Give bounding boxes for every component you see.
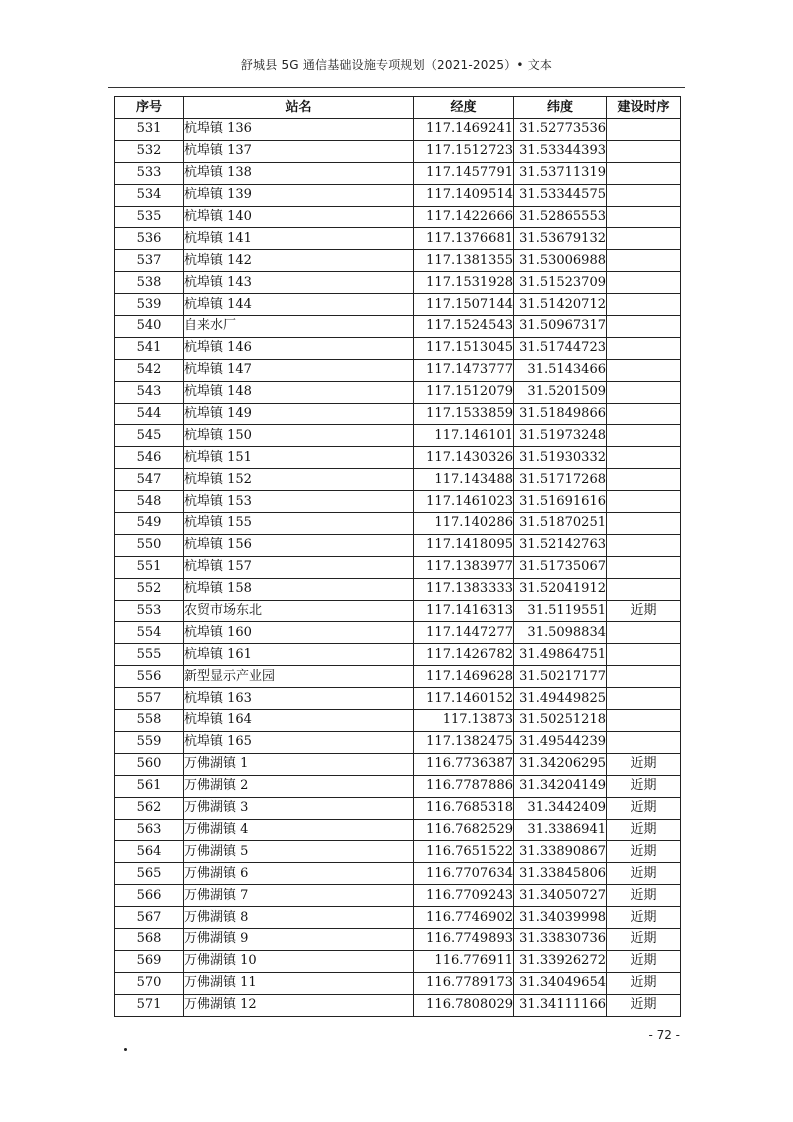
column-header-name: 站名 xyxy=(184,97,414,119)
cell-station-name: 万佛湖镇 12 xyxy=(184,994,414,1016)
cell-longitude: 117.1422666 xyxy=(414,206,514,228)
table-row xyxy=(115,688,681,710)
cell-no: 563 xyxy=(115,819,184,841)
table-row xyxy=(115,928,681,950)
cell-no: 547 xyxy=(115,469,184,491)
cell-station-name: 万佛湖镇 11 xyxy=(184,972,414,994)
cell-phase xyxy=(607,578,681,600)
cell-phase xyxy=(607,119,681,141)
cell-no: 562 xyxy=(115,797,184,819)
cell-station-name: 杭埠镇 163 xyxy=(184,688,414,710)
cell-longitude: 117.1507144 xyxy=(414,294,514,316)
cell-phase: 近期 xyxy=(607,885,681,907)
table-header-row xyxy=(115,97,681,119)
cell-phase xyxy=(607,710,681,732)
cell-phase xyxy=(607,359,681,381)
cell-longitude: 116.7789173 xyxy=(414,972,514,994)
cell-longitude: 117.1418095 xyxy=(414,534,514,556)
cell-latitude: 31.34039998 xyxy=(514,907,607,929)
cell-latitude: 31.51420712 xyxy=(514,294,607,316)
cell-station-name: 万佛湖镇 9 xyxy=(184,928,414,950)
cell-longitude: 116.7651522 xyxy=(414,841,514,863)
cell-longitude: 117.1430326 xyxy=(414,447,514,469)
table-row xyxy=(115,316,681,338)
cell-phase xyxy=(607,162,681,184)
cell-station-name: 杭埠镇 143 xyxy=(184,272,414,294)
cell-no: 533 xyxy=(115,162,184,184)
cell-no: 568 xyxy=(115,928,184,950)
cell-longitude: 117.1426782 xyxy=(414,644,514,666)
table-row xyxy=(115,206,681,228)
cell-phase: 近期 xyxy=(607,600,681,622)
station-table xyxy=(114,96,681,1017)
cell-latitude: 31.49449825 xyxy=(514,688,607,710)
table-row xyxy=(115,622,681,644)
cell-no: 552 xyxy=(115,578,184,600)
cell-no: 537 xyxy=(115,250,184,272)
cell-latitude: 31.3442409 xyxy=(514,797,607,819)
cell-longitude: 117.1460152 xyxy=(414,688,514,710)
table-row xyxy=(115,600,681,622)
cell-no: 560 xyxy=(115,753,184,775)
cell-phase xyxy=(607,644,681,666)
table-row xyxy=(115,447,681,469)
table-header xyxy=(115,97,681,119)
table-row xyxy=(115,119,681,141)
cell-latitude: 31.53344575 xyxy=(514,184,607,206)
cell-phase xyxy=(607,622,681,644)
cell-phase: 近期 xyxy=(607,775,681,797)
cell-station-name: 杭埠镇 138 xyxy=(184,162,414,184)
cell-longitude: 117.1383333 xyxy=(414,578,514,600)
cell-latitude: 31.51735067 xyxy=(514,556,607,578)
cell-station-name: 杭埠镇 146 xyxy=(184,337,414,359)
cell-longitude: 117.1416313 xyxy=(414,600,514,622)
cell-longitude: 116.7736387 xyxy=(414,753,514,775)
cell-phase xyxy=(607,228,681,250)
table-row xyxy=(115,294,681,316)
cell-no: 535 xyxy=(115,206,184,228)
cell-latitude: 31.3386941 xyxy=(514,819,607,841)
cell-no: 549 xyxy=(115,513,184,535)
table-row xyxy=(115,359,681,381)
header-rule xyxy=(108,87,685,88)
cell-longitude: 117.1382475 xyxy=(414,731,514,753)
cell-no: 559 xyxy=(115,731,184,753)
cell-latitude: 31.51930332 xyxy=(514,447,607,469)
table-row xyxy=(115,797,681,819)
table-row xyxy=(115,250,681,272)
cell-latitude: 31.49544239 xyxy=(514,731,607,753)
cell-longitude: 117.146101 xyxy=(414,425,514,447)
cell-latitude: 31.52865553 xyxy=(514,206,607,228)
cell-no: 545 xyxy=(115,425,184,447)
cell-no: 561 xyxy=(115,775,184,797)
table-row xyxy=(115,513,681,535)
cell-phase xyxy=(607,491,681,513)
cell-station-name: 杭埠镇 147 xyxy=(184,359,414,381)
cell-station-name: 杭埠镇 156 xyxy=(184,534,414,556)
cell-phase xyxy=(607,316,681,338)
cell-station-name: 杭埠镇 140 xyxy=(184,206,414,228)
cell-longitude: 116.7707634 xyxy=(414,863,514,885)
cell-station-name: 杭埠镇 141 xyxy=(184,228,414,250)
cell-longitude: 117.1381355 xyxy=(414,250,514,272)
cell-station-name: 杭埠镇 139 xyxy=(184,184,414,206)
cell-station-name: 杭埠镇 150 xyxy=(184,425,414,447)
cell-no: 566 xyxy=(115,885,184,907)
table-row xyxy=(115,907,681,929)
cell-no: 536 xyxy=(115,228,184,250)
cell-latitude: 31.52142763 xyxy=(514,534,607,556)
stray-dot xyxy=(124,1048,127,1051)
cell-no: 557 xyxy=(115,688,184,710)
cell-station-name: 杭埠镇 155 xyxy=(184,513,414,535)
cell-phase: 近期 xyxy=(607,972,681,994)
cell-latitude: 31.53679132 xyxy=(514,228,607,250)
table-row xyxy=(115,272,681,294)
table-row xyxy=(115,337,681,359)
table-row xyxy=(115,950,681,972)
table-row xyxy=(115,775,681,797)
table-row xyxy=(115,753,681,775)
cell-phase: 近期 xyxy=(607,994,681,1016)
cell-no: 564 xyxy=(115,841,184,863)
cell-station-name: 杭埠镇 144 xyxy=(184,294,414,316)
cell-phase xyxy=(607,294,681,316)
cell-no: 556 xyxy=(115,666,184,688)
cell-station-name: 杭埠镇 136 xyxy=(184,119,414,141)
cell-longitude: 117.1376681 xyxy=(414,228,514,250)
cell-latitude: 31.51849866 xyxy=(514,403,607,425)
cell-latitude: 31.51523709 xyxy=(514,272,607,294)
cell-no: 539 xyxy=(115,294,184,316)
cell-phase xyxy=(607,250,681,272)
table-row xyxy=(115,469,681,491)
cell-latitude: 31.51744723 xyxy=(514,337,607,359)
cell-station-name: 杭埠镇 165 xyxy=(184,731,414,753)
cell-phase xyxy=(607,403,681,425)
cell-longitude: 116.7749893 xyxy=(414,928,514,950)
table-row xyxy=(115,491,681,513)
cell-phase xyxy=(607,666,681,688)
table-row xyxy=(115,140,681,162)
cell-longitude: 117.1469628 xyxy=(414,666,514,688)
cell-longitude: 117.1512723 xyxy=(414,140,514,162)
cell-station-name: 杭埠镇 148 xyxy=(184,381,414,403)
cell-station-name: 杭埠镇 160 xyxy=(184,622,414,644)
cell-latitude: 31.33845806 xyxy=(514,863,607,885)
table-row xyxy=(115,556,681,578)
cell-phase: 近期 xyxy=(607,928,681,950)
cell-no: 531 xyxy=(115,119,184,141)
table-row xyxy=(115,731,681,753)
cell-phase xyxy=(607,425,681,447)
table-row xyxy=(115,403,681,425)
table-row xyxy=(115,819,681,841)
cell-no: 570 xyxy=(115,972,184,994)
table-row xyxy=(115,885,681,907)
cell-station-name: 万佛湖镇 2 xyxy=(184,775,414,797)
cell-latitude: 31.52773536 xyxy=(514,119,607,141)
cell-longitude: 117.1533859 xyxy=(414,403,514,425)
cell-latitude: 31.34206295 xyxy=(514,753,607,775)
cell-latitude: 31.34049654 xyxy=(514,972,607,994)
table-row xyxy=(115,710,681,732)
cell-station-name: 万佛湖镇 1 xyxy=(184,753,414,775)
cell-no: 548 xyxy=(115,491,184,513)
cell-latitude: 31.5119551 xyxy=(514,600,607,622)
cell-longitude: 117.1512079 xyxy=(414,381,514,403)
cell-no: 569 xyxy=(115,950,184,972)
cell-phase xyxy=(607,447,681,469)
cell-no: 551 xyxy=(115,556,184,578)
cell-no: 550 xyxy=(115,534,184,556)
column-header-no: 序号 xyxy=(115,97,184,119)
page-header: 舒城县 5G 通信基础设施专项规划（2021-2025）• 文本 xyxy=(240,58,553,72)
cell-station-name: 杭埠镇 137 xyxy=(184,140,414,162)
cell-latitude: 31.34204149 xyxy=(514,775,607,797)
table-body xyxy=(115,119,681,1017)
cell-no: 532 xyxy=(115,140,184,162)
cell-station-name: 杭埠镇 153 xyxy=(184,491,414,513)
column-header-latitude: 纬度 xyxy=(514,97,607,119)
cell-longitude: 117.1457791 xyxy=(414,162,514,184)
cell-no: 538 xyxy=(115,272,184,294)
cell-longitude: 116.7685318 xyxy=(414,797,514,819)
table-row xyxy=(115,994,681,1016)
cell-station-name: 杭埠镇 151 xyxy=(184,447,414,469)
cell-phase: 近期 xyxy=(607,753,681,775)
cell-no: 571 xyxy=(115,994,184,1016)
cell-longitude: 117.140286 xyxy=(414,513,514,535)
cell-longitude: 117.1513045 xyxy=(414,337,514,359)
cell-station-name: 杭埠镇 164 xyxy=(184,710,414,732)
cell-longitude: 117.1473777 xyxy=(414,359,514,381)
cell-latitude: 31.51870251 xyxy=(514,513,607,535)
table-row xyxy=(115,228,681,250)
cell-latitude: 31.53711319 xyxy=(514,162,607,184)
table-row xyxy=(115,162,681,184)
cell-phase: 近期 xyxy=(607,950,681,972)
cell-phase: 近期 xyxy=(607,907,681,929)
cell-phase xyxy=(607,381,681,403)
cell-station-name: 自来水厂 xyxy=(184,316,414,338)
cell-no: 534 xyxy=(115,184,184,206)
cell-phase xyxy=(607,731,681,753)
cell-longitude: 117.13873 xyxy=(414,710,514,732)
page-number: - 72 - xyxy=(648,1028,680,1042)
cell-station-name: 杭埠镇 152 xyxy=(184,469,414,491)
cell-station-name: 杭埠镇 157 xyxy=(184,556,414,578)
cell-latitude: 31.34050727 xyxy=(514,885,607,907)
table-row xyxy=(115,972,681,994)
cell-latitude: 31.50251218 xyxy=(514,710,607,732)
cell-no: 540 xyxy=(115,316,184,338)
cell-phase xyxy=(607,206,681,228)
cell-phase: 近期 xyxy=(607,863,681,885)
cell-station-name: 万佛湖镇 5 xyxy=(184,841,414,863)
cell-phase xyxy=(607,272,681,294)
cell-longitude: 117.1447277 xyxy=(414,622,514,644)
cell-latitude: 31.5098834 xyxy=(514,622,607,644)
cell-station-name: 农贸市场东北 xyxy=(184,600,414,622)
cell-no: 565 xyxy=(115,863,184,885)
cell-latitude: 31.51717268 xyxy=(514,469,607,491)
cell-latitude: 31.51973248 xyxy=(514,425,607,447)
table-row xyxy=(115,381,681,403)
cell-longitude: 116.7808029 xyxy=(414,994,514,1016)
cell-no: 554 xyxy=(115,622,184,644)
cell-latitude: 31.50967317 xyxy=(514,316,607,338)
cell-longitude: 117.1469241 xyxy=(414,119,514,141)
cell-longitude: 117.1531928 xyxy=(414,272,514,294)
cell-longitude: 116.7787886 xyxy=(414,775,514,797)
table-row xyxy=(115,534,681,556)
cell-phase xyxy=(607,469,681,491)
cell-no: 542 xyxy=(115,359,184,381)
cell-no: 558 xyxy=(115,710,184,732)
cell-no: 543 xyxy=(115,381,184,403)
cell-longitude: 116.7682529 xyxy=(414,819,514,841)
cell-latitude: 31.34111166 xyxy=(514,994,607,1016)
cell-longitude: 116.7746902 xyxy=(414,907,514,929)
cell-station-name: 杭埠镇 161 xyxy=(184,644,414,666)
cell-no: 546 xyxy=(115,447,184,469)
cell-phase: 近期 xyxy=(607,841,681,863)
cell-latitude: 31.53344393 xyxy=(514,140,607,162)
cell-latitude: 31.51691616 xyxy=(514,491,607,513)
cell-phase xyxy=(607,513,681,535)
cell-phase xyxy=(607,337,681,359)
cell-longitude: 117.143488 xyxy=(414,469,514,491)
cell-no: 541 xyxy=(115,337,184,359)
cell-no: 544 xyxy=(115,403,184,425)
cell-station-name: 新型显示产业园 xyxy=(184,666,414,688)
cell-longitude: 117.1461023 xyxy=(414,491,514,513)
cell-station-name: 杭埠镇 142 xyxy=(184,250,414,272)
cell-latitude: 31.52041912 xyxy=(514,578,607,600)
cell-longitude: 117.1524543 xyxy=(414,316,514,338)
cell-station-name: 万佛湖镇 4 xyxy=(184,819,414,841)
cell-longitude: 117.1383977 xyxy=(414,556,514,578)
cell-longitude: 116.776911 xyxy=(414,950,514,972)
cell-no: 567 xyxy=(115,907,184,929)
table-row xyxy=(115,425,681,447)
cell-phase xyxy=(607,534,681,556)
column-header-longitude: 经度 xyxy=(414,97,514,119)
cell-station-name: 万佛湖镇 8 xyxy=(184,907,414,929)
cell-station-name: 万佛湖镇 7 xyxy=(184,885,414,907)
cell-phase xyxy=(607,140,681,162)
cell-latitude: 31.33926272 xyxy=(514,950,607,972)
cell-longitude: 117.1409514 xyxy=(414,184,514,206)
cell-phase xyxy=(607,184,681,206)
cell-latitude: 31.49864751 xyxy=(514,644,607,666)
cell-station-name: 万佛湖镇 6 xyxy=(184,863,414,885)
cell-no: 555 xyxy=(115,644,184,666)
table-row xyxy=(115,863,681,885)
table-row xyxy=(115,666,681,688)
cell-latitude: 31.33830736 xyxy=(514,928,607,950)
cell-station-name: 万佛湖镇 10 xyxy=(184,950,414,972)
cell-latitude: 31.5201509 xyxy=(514,381,607,403)
table-row xyxy=(115,184,681,206)
table-row xyxy=(115,578,681,600)
cell-phase xyxy=(607,556,681,578)
cell-latitude: 31.33890867 xyxy=(514,841,607,863)
cell-latitude: 31.5143466 xyxy=(514,359,607,381)
cell-latitude: 31.50217177 xyxy=(514,666,607,688)
cell-station-name: 杭埠镇 158 xyxy=(184,578,414,600)
cell-station-name: 万佛湖镇 3 xyxy=(184,797,414,819)
cell-phase: 近期 xyxy=(607,819,681,841)
cell-station-name: 杭埠镇 149 xyxy=(184,403,414,425)
cell-phase: 近期 xyxy=(607,797,681,819)
table-row xyxy=(115,644,681,666)
cell-phase xyxy=(607,688,681,710)
cell-longitude: 116.7709243 xyxy=(414,885,514,907)
column-header-phase: 建设时序 xyxy=(607,97,681,119)
cell-no: 553 xyxy=(115,600,184,622)
table-row xyxy=(115,841,681,863)
cell-latitude: 31.53006988 xyxy=(514,250,607,272)
